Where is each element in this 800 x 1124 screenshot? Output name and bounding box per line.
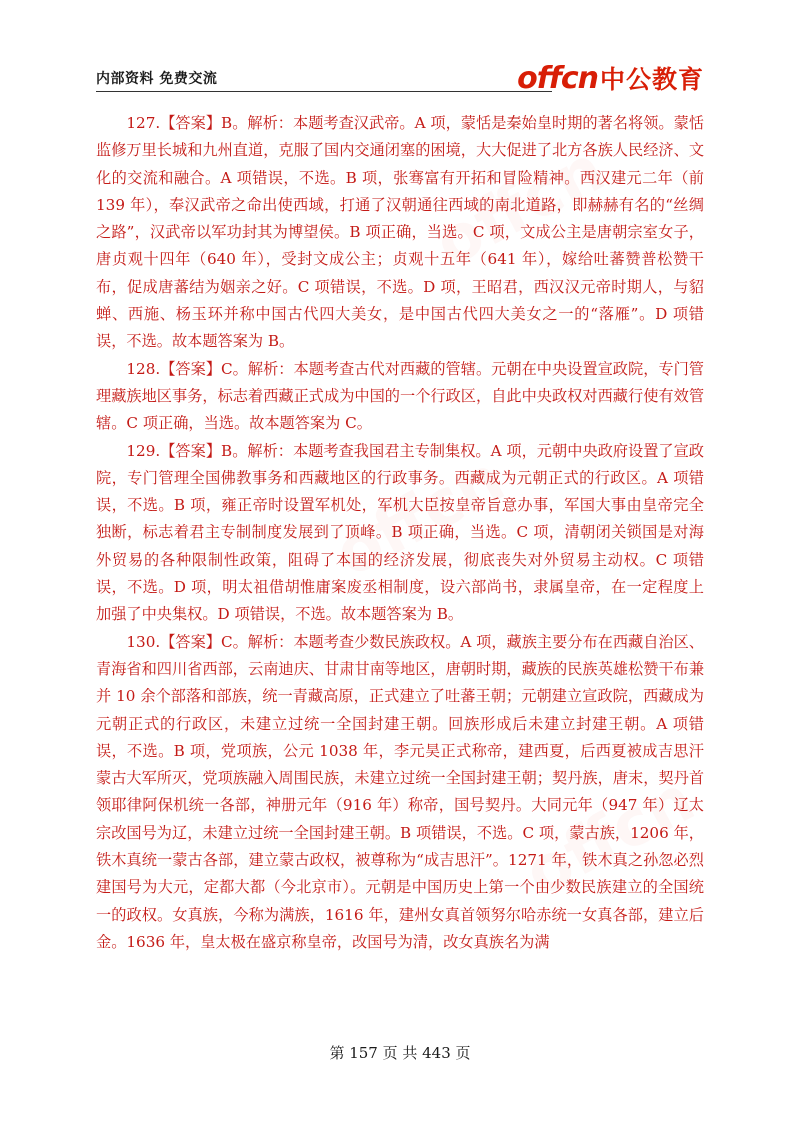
offcn-logo [517, 60, 704, 94]
logo-chinese-text: 中公教育 [599, 65, 704, 94]
page-header [96, 58, 704, 96]
answer-paragraph-127: 127.【答案】B。解析：本题考查汉武帝。A 项，蒙恬是秦始皇时期的著名将领。蒙恬监修万里长城和九州直道，克服了国内交通闭塞的困境，大大促进了北方各族人民经济、文化的交流和融合。A 项错误，不选。B 项，张骞富有开拓和冒险精神。西汉建元二年（前 139 年），奉汉武帝之命出使西域，打通了汉朝通往西域的南北道路，即赫赫有名的“丝绸之路”，汉武帝以军功封其为博望侯。B 项正确，当选。C 项，文成公主是唐朝宗室女子，唐贞观十四年（640 年），受封文成公主；贞观十五年（641 年），嫁给吐蕃赞普松赞干布，促成唐蕃结为姻亲之好。C 项错误，不选。D 项，王昭君，西汉汉元帝时期人，与貂蝉、西施、杨玉环并称中国古代四大美女，是中国古代四大美女之一的“落雁”。D 项错误，不选。故本题答案为 B。 [96, 114, 704, 351]
header-divider [96, 91, 552, 92]
logo-latin-text: offcn [517, 61, 598, 96]
answer-paragraph-129: 129.【答案】B。解析：本题考查我国君主专制集权。A 项，元朝中央政府设置了宣政院，专门管理全国佛教事务和西藏地区的行政事务。西藏成为元朝正式的行政区。A 项错误，不选。B 项，雍正帝时设置军机处，军机大臣按皇帝旨意办事，军国大事由皇帝完全独断，标志着君主专制制度发展到了顶峰。B 项正确，当选。C 项，清朝闭关锁国是对海外贸易的各种限制性政策，阻碍了本国的经济发展，彻底丧失对外贸易主动权。C 项错误，不选。D 项，明太祖借胡惟庸案废丞相制度，设六部尚书，隶属皇帝，在一定程度上加强了中央集权。D 项错误，不选。故本题答案为 B。 [96, 441, 704, 624]
answer-paragraph-128: 128.【答案】C。解析：本题考查古代对西藏的管辖。元朝在中央设置宣政院，专门管理藏族地区事务，标志着西藏正式成为中国的一个行政区，自此中央政权对西藏行使有效管辖。C 项正确，当选。故本题答案为 C。 [96, 359, 704, 433]
answer-paragraph-130: 130.【答案】C。解析：本题考查少数民族政权。A 项，藏族主要分布在西藏自治区、青海省和四川省西部，云南迪庆、甘肃甘南等地区，唐朝时期，藏族的民族英雄松赞干布兼并 10 余个部落和部族，统一青藏高原，正式建立了吐蕃王朝；元朝建立宣政院，西藏成为元朝正式的行政区，未建立过统一全国封建王朝。回族形成后未建立封建王朝。A 项错误，不选。B 项，党项族，公元 1038 年，李元昊正式称帝，建西夏，后西夏被成吉思汗蒙古大军所灭，党项族融入周围民族，未建立过统一全国封建王朝；契丹族，唐末，契丹首领耶律阿保机统一各部，神册元年（916 年）称帝，国号契丹。大同元年（947 年）辽太宗改国号为辽，未建立过统一全国封建王朝。B 项错误，不选。C 项，蒙古族，1206 年，铁木真统一蒙古各部，建立蒙古政权，被尊称为“成吉思汗”。1271 年，铁木真之孙忽必烈建国号为大元，定都大都（今北京市）。元朝是中国历史上第一个由少数民族建立的全国统一的政权。女真族，今称为满族，1616 年，建州女真首领努尔哈赤统一女真各部，建立后金。1636 年，皇太极在盛京称皇帝，改国号为清，改女真族名为满 [96, 632, 704, 951]
page-number: 第 157 页 共 443 页 [329, 1044, 471, 1062]
header-note: 内部资料 免费交流 [96, 71, 218, 87]
answer-explanations [96, 110, 704, 956]
